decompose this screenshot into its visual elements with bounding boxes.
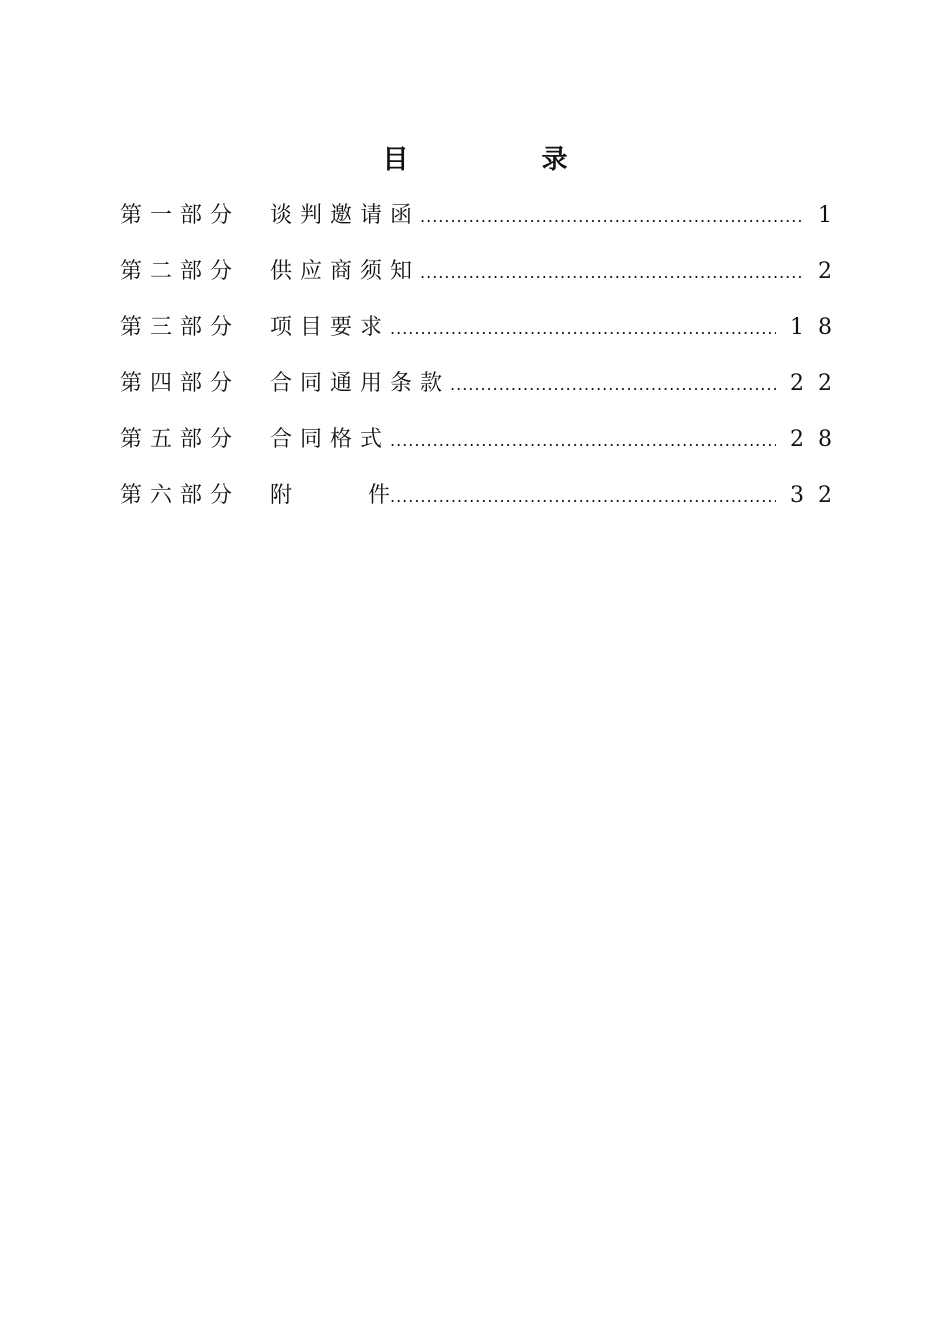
toc-entry-page: 22: [790, 371, 846, 396]
toc-entry-title: 合同通用条款: [270, 371, 451, 396]
toc-entry[interactable]: [120, 252, 846, 308]
toc-entry-page: 32: [790, 483, 846, 508]
toc-entry-part: 第三部分: [120, 315, 241, 340]
toc-entry[interactable]: [120, 364, 846, 420]
toc-entry-title: 项目要求: [270, 315, 391, 340]
toc-entry-part: 第四部分: [120, 371, 241, 396]
toc-entry-part: 第二部分: [120, 259, 241, 284]
toc-entry[interactable]: [120, 308, 846, 364]
toc-entry[interactable]: [120, 196, 846, 252]
toc-dot-leader: [390, 421, 776, 461]
toc-dot-leader: [420, 253, 804, 293]
toc-dot-leader: [450, 365, 776, 405]
toc-entry[interactable]: [120, 420, 846, 476]
toc-entry-title: 合同格式: [270, 427, 391, 452]
table-of-contents: [120, 196, 846, 532]
toc-entry-title: 供应商须知: [270, 259, 421, 284]
toc-entry[interactable]: [120, 476, 846, 532]
toc-entry-page: 28: [790, 427, 846, 452]
toc-entry-page: 1: [818, 203, 846, 228]
toc-entry-part: 第五部分: [120, 427, 241, 452]
toc-entry-title-right: 件: [367, 483, 390, 508]
toc-entry-title: 谈判邀请函: [270, 203, 421, 228]
toc-entry-title-left: 附: [270, 483, 293, 508]
toc-dot-leader: [390, 309, 776, 349]
toc-entry-part: 第六部分: [120, 483, 241, 508]
toc-entry-part: 第一部分: [120, 203, 241, 228]
toc-entry-page: 2: [818, 259, 846, 284]
page-title: 目 录: [382, 145, 630, 175]
toc-dot-leader: [420, 197, 804, 237]
toc-dot-leader: [390, 477, 776, 517]
toc-entry-page: 18: [790, 315, 846, 340]
toc-entry-title: [270, 476, 390, 516]
